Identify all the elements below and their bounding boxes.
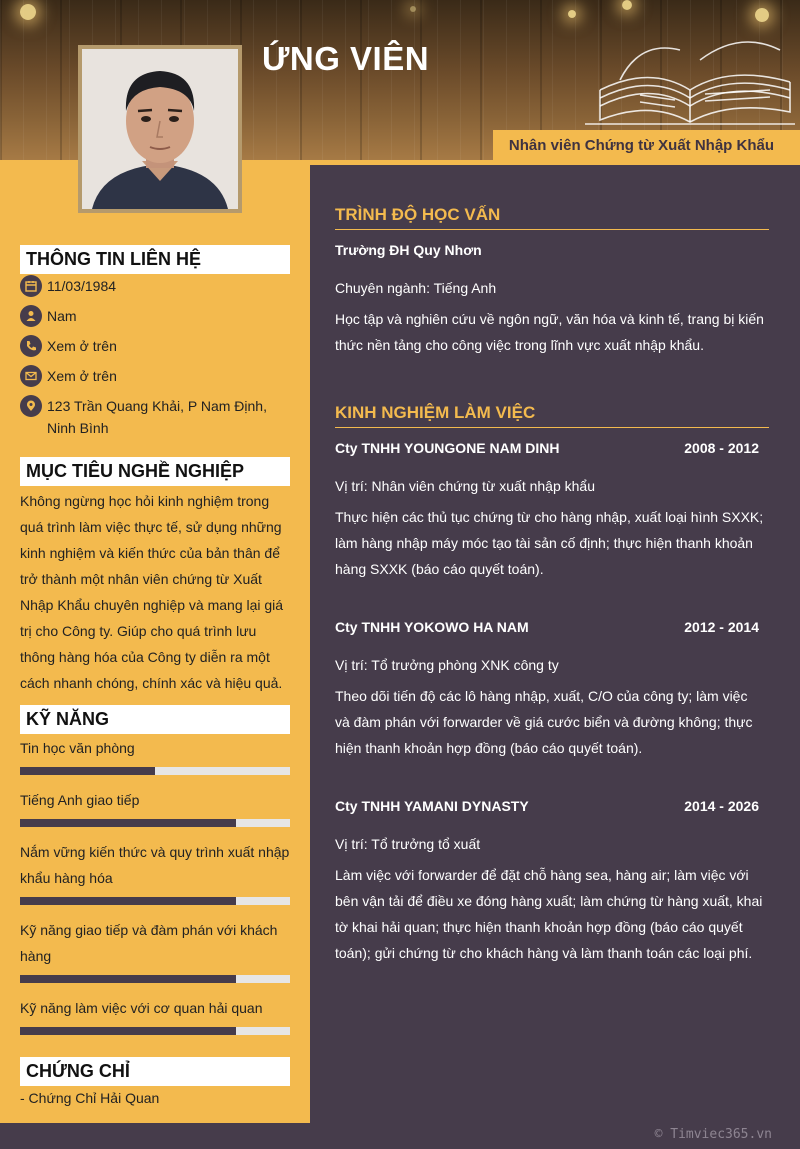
- person-icon: [20, 305, 42, 327]
- job-title: Nhân viên Chứng từ Xuất Nhập Khẩu: [508, 136, 774, 154]
- education-description: Học tập và nghiên cứu về ngôn ngữ, văn hóa và kinh tế, trang bị kiến thức nền tảng cho công việc trong lĩnh vực xuất nhập khẩu.: [335, 311, 764, 353]
- certificates-heading: CHỨNG CHỈ: [20, 1057, 290, 1086]
- experience-heading: KINH NGHIỆM LÀM VIỆC: [335, 403, 769, 428]
- skills-heading: KỸ NĂNG: [20, 705, 290, 734]
- email-value: Xem ở trên: [47, 368, 117, 384]
- certificate-item: - Chứng Chỉ Hải Quan: [20, 1090, 160, 1106]
- contact-heading: THÔNG TIN LIÊN HỆ: [20, 245, 290, 274]
- skill-bar-fill: [20, 975, 236, 983]
- candidate-name: ỨNG VIÊN: [262, 40, 430, 77]
- skill-label: Tiếng Anh giao tiếp: [20, 792, 140, 808]
- skill-label: Kỹ năng làm việc với cơ quan hải quan: [20, 1000, 263, 1016]
- skill-bar-fill: [20, 819, 236, 827]
- bokeh-light: [622, 0, 632, 10]
- education-heading: TRÌNH ĐỘ HỌC VẤN: [335, 205, 769, 230]
- address-value: 123 Trần Quang Khải, P Nam Định, Ninh Bình: [47, 398, 267, 436]
- contact-phone: [20, 335, 290, 357]
- birthday-value: 11/03/1984: [47, 278, 117, 294]
- skill-bar-fill: [20, 767, 155, 775]
- skill-bar: [20, 819, 290, 827]
- skill-bar: [20, 975, 290, 983]
- experience-description: Thực hiện các thủ tục chứng từ cho hàng nhập, xuất loại hình SXXK; làm hàng nhập máy móc tạo tài sản cố định; thực hiện thanh khoản hàng SXXK (báo cáo quyết toán).: [335, 509, 764, 577]
- experience-company: Cty TNHH YAMANI DYNASTY: [335, 798, 529, 814]
- job-title-bar: [493, 130, 800, 160]
- contact-email: [20, 365, 290, 387]
- contact-gender: [20, 305, 290, 327]
- bokeh-light: [410, 6, 416, 12]
- sidebar: [0, 165, 310, 1123]
- skill-bar: [20, 1027, 290, 1035]
- skill-label: Nắm vững kiến thức và quy trình xuất nhập khẩu hàng hóa: [20, 844, 290, 886]
- bokeh-light: [568, 10, 576, 18]
- open-book-icon: [580, 20, 800, 140]
- profile-photo-frame: [78, 45, 242, 213]
- experience-years: 2008 - 2012: [684, 440, 759, 456]
- skill-label: Tin học văn phòng: [20, 740, 135, 756]
- experience-description: Làm việc với forwarder để đặt chỗ hàng sea, hàng air; làm việc với bên vận tải để điều xe đóng hàng xuất; làm chứng từ hàng xuất, khai tờ khai hải quan; thực hiện thanh khoản hợp đồng (báo cáo quyết toán); gửi chứng từ cho khách hàng và làm thanh toán các loại phí.: [335, 867, 763, 961]
- gender-value: Nam: [47, 308, 77, 324]
- experience-position: Vị trí: Tổ trưởng phòng XNK công ty: [335, 657, 559, 673]
- contact-birthday: [20, 275, 290, 297]
- avatar: [82, 49, 238, 209]
- location-icon: [20, 395, 42, 417]
- skill-bar: [20, 767, 290, 775]
- experience-company: Cty TNHH YOKOWO HA NAM: [335, 619, 529, 635]
- experience-position: Vị trí: Nhân viên chứng từ xuất nhập khẩu: [335, 478, 596, 494]
- skill-bar-fill: [20, 1027, 236, 1035]
- experience-company: Cty TNHH YOUNGONE NAM DINH: [335, 440, 560, 456]
- email-icon: [20, 365, 42, 387]
- objective-text: Không ngừng học hỏi kinh nghiệm trong quá trình làm việc thực tế, sử dụng những kinh nghiệm và kiến thức của bản thân để trở thành một nhân viên chứng từ Xuất Nhập Khẩu chuyên nghiệp và mang lại giá trị cho Công ty. Giúp cho quá trình lưu thông hàng hóa của Công ty diễn ra một cách nhanh chóng, chính xác và hiệu quả.: [20, 493, 284, 691]
- education-school: Trường ĐH Quy Nhơn: [335, 242, 482, 258]
- calendar-icon: [20, 275, 42, 297]
- phone-icon: [20, 335, 42, 357]
- experience-years: 2014 - 2026: [684, 798, 759, 814]
- contact-address: [20, 395, 290, 439]
- experience-position: Vị trí: Tổ trưởng tổ xuất: [335, 836, 481, 852]
- experience-years: 2012 - 2014: [684, 619, 759, 635]
- main-content: [310, 165, 800, 1123]
- skill-bar-fill: [20, 897, 236, 905]
- experience-description: Theo dõi tiến độ các lô hàng nhập, xuất, C/O của công ty; làm việc và đàm phán với forwarder về giá cước biển và đường không; thực hiện thanh khoản hợp đồng (báo cáo quyết toán).: [335, 688, 753, 756]
- phone-value: Xem ở trên: [47, 338, 117, 354]
- objective-heading: MỤC TIÊU NGHỀ NGHIỆP: [20, 457, 290, 486]
- watermark: © Timviec365.vn: [654, 1127, 772, 1142]
- bokeh-light: [20, 4, 36, 20]
- skill-label: Kỹ năng giao tiếp và đàm phán với khách hàng: [20, 922, 278, 964]
- skill-bar: [20, 897, 290, 905]
- education-major: Chuyên ngành: Tiếng Anh: [335, 280, 497, 296]
